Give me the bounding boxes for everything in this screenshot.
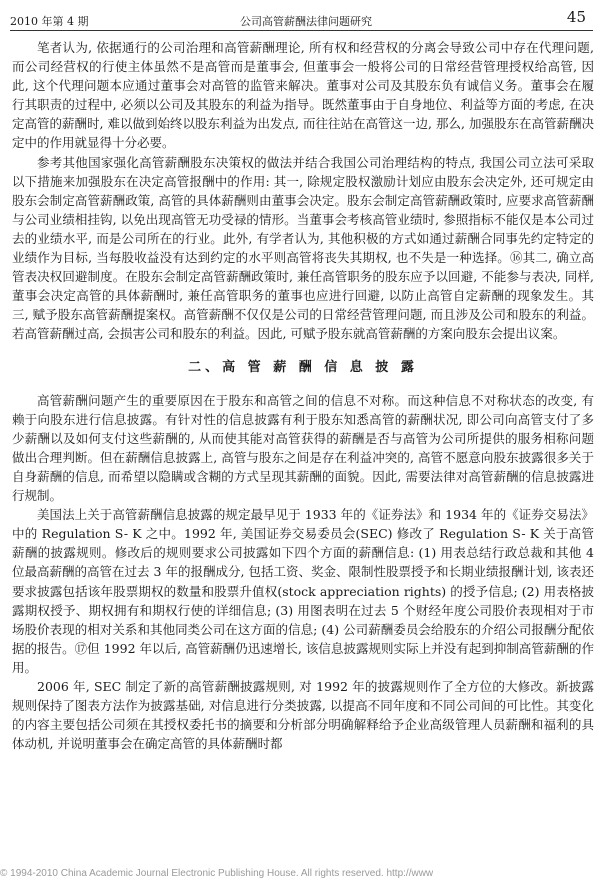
page-number: 45 xyxy=(566,8,586,26)
paragraph: 美国法上关于高管薪酬信息披露的规定最早见于 1933 年的《证券法》和 1934 年的《证券交易法》中的 Regulation S- K 之中。1992 年, 美国证券交易委员会(SEC) 修改了 Regulation S- K 关于高管薪酬的披露规则。修改后的规则要求公司披露如下四个方面的薪酬信息: (1) 用表总结行政总裁和其他 4 位最高薪酬的高管在过去 3 年的报酬成分, 包括工资、奖金、限制性股票授予和长期业绩报酬计划, 该表还要求披露包括该年股票期权的数量和股票升值权(stock appreciation rights) 的授予信息; (2) 用表格披露期权授予、期权拥有和期权行使的详细信息; (3) 用图表明在过去 5 个财经年度公司股价表现相对于市场股价表现的相对关系和其他同类公司在这方面的信息; (4) 公司薪酬委员会给股东的介绍公司报酬分配依据的报告。⑰但 1992 年以后, 高管薪酬仍迅速增长, 该信息披露规则实际上并没有起到抑制高管薪酬的作用。 xyxy=(12,507,594,675)
header-rule xyxy=(10,30,593,31)
journal-issue: 2010 年第 4 期 xyxy=(10,15,89,28)
running-title: 公司高管薪酬法律问题研究 xyxy=(240,15,372,28)
copyright-watermark: © 1994-2010 China Academic Journal Electronic Publishing House. All rights reserved. http://www xyxy=(0,868,434,879)
paragraph: 高管薪酬问题产生的重要原因在于股东和高管之间的信息不对称。而这种信息不对称状态的改变, 有赖于向股东进行信息披露。有针对性的信息披露有利于股东知悉高管的薪酬状况, 即公司向高管支付了多少薪酬以及如何支付这些薪酬的, 从而使其能对高管获得的薪酬是否与高管为公司所提供的服务相称问题做出合理判断。但在薪酬信息披露上, 高管与股东之间是存在利益冲突的, 高管不愿意向股东披露很多关于自身薪酬的信息, 而希望以隐瞒或含糊的方式呈现其薪酬的面貌。因此, 需要法律对高管薪酬的信息披露进行规制。 xyxy=(12,392,594,504)
paragraph: 笔者认为, 依据通行的公司治理和高管薪酬理论, 所有权和经营权的分离会导致公司中存在代理问题, 而公司经营权的行使主体虽然不是高管而是董事会, 但董事会一般将公司的日常经营管理授权给高管, 因此, 这个代理问题本应通过董事会对高管的监管来解决。董事对公司及其股东负有诚信义务。董事会在履行其职责的过程中, 必须以公司及其股东的利益为指导。既然董事由于自身地位、利益等方面的考虑, 在决定高管的薪酬时, 难以做到始终以股东利益为出发点, 而往往站在高管这一边, 那么, 加强股东在高管薪酬决定中的作用就显得十分必要。 xyxy=(12,40,594,151)
paragraph: 2006 年, SEC 制定了新的高管薪酬披露规则, 对 1992 年的披露规则作了全方位的大修改。新披露规则保持了图表方法作为披露基础, 对信息进行分类披露, 以提高不同年度和不同公司间的可比性。其变化的内容主要包括公司须在其授权委托书的摘要和分析部分明确解释给予企业高级管理人员薪酬和福利的具体动机, 并说明董事会在确定高管的具体薪酬时都 xyxy=(12,679,594,752)
article-body xyxy=(12,38,594,753)
paragraph: 参考其他国家强化高管薪酬股东决策权的做法并结合我国公司治理结构的特点, 我国公司立法可采取以下措施来加强股东在决定高管报酬中的作用: 其一, 除规定股权激励计划应由股东会决定外, 还可规定由股东会制定高管薪酬政策, 高管的具体薪酬则由董事会决定。股东会制定高管薪酬政策时, 应要求高管薪酬与公司业绩相挂钩, 以免出现高管无功受禄的情形。当董事会考核高管业绩时, 参照指标不能仅是本公司过去的业绩水平, 而是公司所在的行业。此外, 有学者认为, 其他积极的方式如通过薪酬合同事先约定特定的业绩作为目标, 当每股收益没有达到约定的水平则高管将丧失其期权, 也不失是一种选择。⑯其二, 确立高管表决权回避制度。在股东会制定高管薪酬政策时, 兼任高管职务的股东应予以回避, 不能参与表决, 同样, 董事会决定高管的具体薪酬时, 兼任高管职务的董事也应进行回避, 以防止高管自定薪酬的现象发生。其三, 赋予股东高管薪酬提案权。高管薪酬不仅仅是公司的日常经营管理问题, 而且涉及公司和股东的利益。若高管薪酬过高, 会损害公司和股东的利益。因此, 可赋予股东就高管薪酬的方案向股东会提出议案。 xyxy=(12,154,594,342)
page-header xyxy=(10,8,600,30)
section-heading: 二、高 管 薪 酬 信 息 披 露 xyxy=(188,359,418,375)
